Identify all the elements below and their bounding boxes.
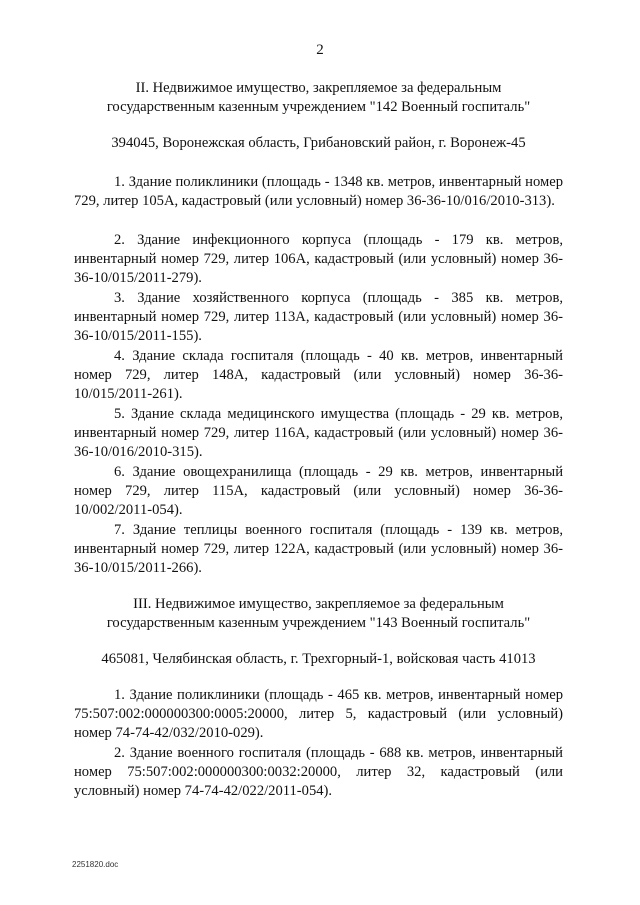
section-3-address: 465081, Челябинская область, г. Трехгорный-1, войсковая часть 41013 [101, 651, 536, 667]
item-text: 1. Здание поликлиники (площадь - 465 кв. метров, инвентарный номер 75:507:002:000000300:0005:20000, литер 5, кадастровый (или условный) номер 74-74-42/032/2010-029). [74, 687, 563, 741]
section-heading-line: государственным казенным учреждением "142 Военный госпиталь" [106, 99, 531, 115]
section-2-item-2 [74, 231, 563, 288]
section-2-item-3 [74, 289, 563, 346]
section-2-item-6 [74, 463, 563, 520]
file-name-footer: 2251820.doc [72, 860, 119, 869]
section-3-item-1 [74, 686, 563, 743]
section-heading-line: III. Недвижимое имущество, закрепляемое за федеральным [133, 596, 504, 612]
section-2-item-5 [74, 405, 563, 462]
item-text: 2. Здание инфекционного корпуса (площадь - 179 кв. метров, инвентарный номер 729, литер 106А, кадастровый (или условный) номер 36-36-10/015/2011-279). [74, 232, 563, 286]
section-2-item-1 [74, 173, 563, 211]
section-2-address: 394045, Воронежская область, Грибановский район, г. Воронеж-45 [111, 135, 526, 151]
section-heading-line: государственным казенным учреждением "143 Военный госпиталь" [106, 615, 531, 631]
section-heading-line: II. Недвижимое имущество, закрепляемое за федеральным [135, 80, 502, 96]
item-text: 2. Здание военного госпиталя (площадь - 688 кв. метров, инвентарный номер 75:507:002:000000300:0032:20000, литер 32, кадастровый (или условный) номер 74-74-42/022/2011-054). [74, 745, 563, 799]
item-text: 3. Здание хозяйственного корпуса (площадь - 385 кв. метров, инвентарный номер 729, литер 113А, кадастровый (или условный) номер 36-36-10/015/2011-155). [74, 290, 563, 344]
item-text: 6. Здание овощехранилища (площадь - 29 кв. метров, инвентарный номер 729, литер 115А, кадастровый (или условный) номер 36-36-10/002/2011-054). [74, 464, 563, 518]
section-2-item-4 [74, 347, 563, 404]
item-text: 5. Здание склада медицинского имущества (площадь - 29 кв. метров, инвентарный номер 729, литер 116А, кадастровый (или условный) номер 36-36-10/016/2010-315). [74, 406, 563, 460]
item-text: 7. Здание теплицы военного госпиталя (площадь - 139 кв. метров, инвентарный номер 729, литер 122А, кадастровый (или условный) номер 36-36-10/015/2011-266). [74, 522, 563, 576]
item-text: 4. Здание склада госпиталя (площадь - 40 кв. метров, инвентарный номер 729, литер 148А, кадастровый (или условный) номер 36-36-10/015/2011-261). [74, 348, 563, 402]
section-3-heading [74, 595, 563, 633]
item-text: 1. Здание поликлиники (площадь - 1348 кв. метров, инвентарный номер 729, литер 105А, кадастровый (или условный) номер 36-36-10/016/2010-313). [74, 174, 563, 209]
section-2-item-7 [74, 521, 563, 578]
section-3-item-2 [74, 744, 563, 801]
page-number: 2 [316, 42, 324, 58]
section-2-heading [74, 79, 563, 117]
